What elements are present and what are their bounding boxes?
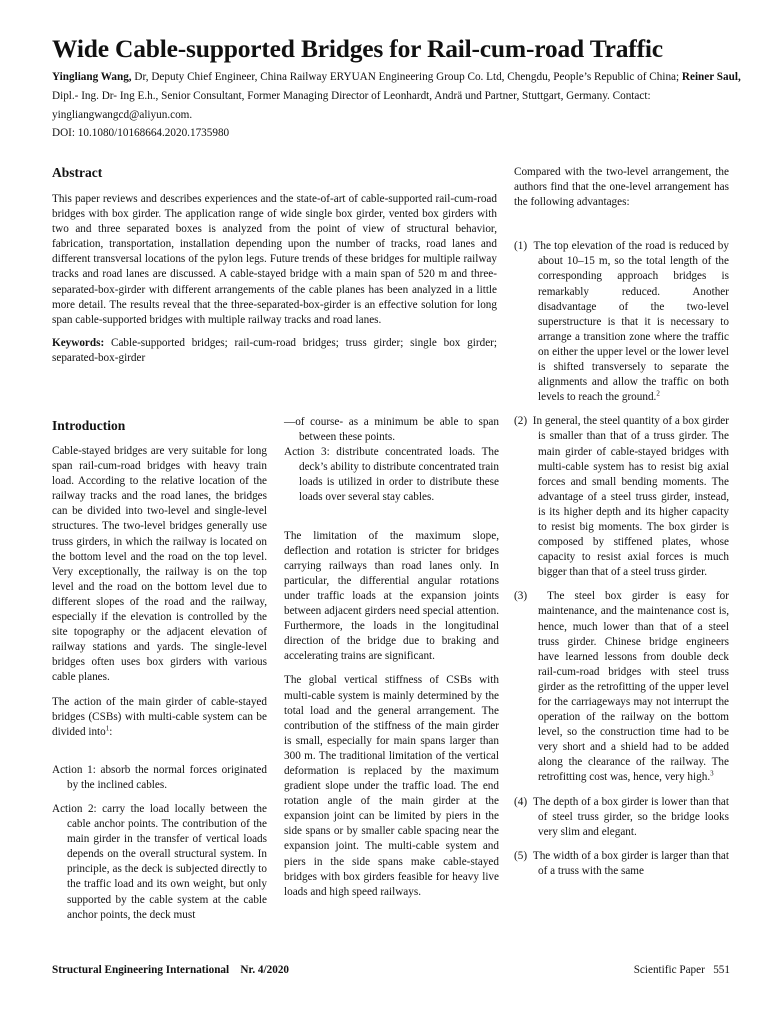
intro-paragraph-2: [52, 695, 267, 740]
doi[interactable]: DOI: 10.1080/10168664.2020.1735980: [52, 127, 230, 139]
advantages-intro: Compared with the two-level arrangement, the authors find that the one-level arrangement has the following advantages:: [514, 166, 729, 209]
author-2-affiliation: Dipl.- Ing. Dr- Ing E.h., Senior Consultant, Former Managing Director of Leonhardt, Andrä und Partner, Stuttgart, Germany. Contact: yingliangwangcd@aliyun.com.: [52, 90, 651, 122]
introduction-heading: Introduction: [52, 418, 126, 433]
col2-paragraph-2: The global vertical stiffness of CSBs with multi-cable system is mainly determined by the total load and the general arrangement. The contribution of the stiffness of the main girder is small, especially for main spans larger than 300 m. The traditional limitation of the vertical deformation is replaced by the maximum gradient slope under the traffic load. The end rotation angle of the main girder at the expansion joint can be limited by piers in the side spans or by smaller cable spacing near the expansion joint. The multi-cable system and piers in the side spans make cable-stayed bridges with box girders feasible for heavy live loads and high speed railways.: [284, 674, 499, 898]
column-1: [52, 418, 267, 932]
keywords-text: Cable-supported bridges; rail-cum-road bridges; truss girder; single box girder; separated-box-girder: [52, 336, 497, 364]
advantage-text-2: In general, the steel quantity of a box girder is smaller than that of a truss girder. The main girder of cable-stayed bridges with multi-cable system has to resist big axial forces and small bending moments. The advantage of a steel truss girder, instead, is its higher depth and its higher capacity to resist big moments. The box girder is composed by stiffened plates, whose capacity to resist axial forces is much bigger than that of a steel truss girder.: [532, 415, 730, 579]
advantage-text-5: The width of a box girder is larger than that of a truss with the same: [532, 849, 730, 877]
footer-page: Scientific Paper 551: [633, 964, 730, 976]
footer-journal: Structural Engineering International Nr. 4/2020: [52, 964, 290, 976]
abstract-section: [52, 162, 497, 366]
author-1-name: Yingliang Wang,: [52, 71, 132, 83]
author-1-affiliation: Dr, Deputy Chief Engineer, China Railway ERYUAN Engineering Group Co. Ltd, Chengdu, People’s Republic of China;: [131, 71, 682, 83]
author-block: [52, 68, 742, 126]
keywords-label: Keywords:: [52, 336, 105, 349]
reference-2[interactable]: 2: [656, 389, 660, 398]
abstract-heading: Abstract: [52, 165, 103, 180]
advantage-item-3: [514, 589, 729, 785]
intro-paragraph-2-text: The action of the main girder of cable-stayed bridges (CSBs) with multi-cable system can be divided into: [52, 695, 267, 738]
reference-1[interactable]: 1: [105, 723, 110, 732]
advantage-num-1: (1): [514, 240, 528, 253]
reference-3[interactable]: 3: [710, 769, 714, 778]
advantage-num-4: (4): [514, 795, 528, 808]
column-2: [284, 415, 499, 909]
keywords: [52, 336, 497, 366]
advantage-item-5: [514, 849, 729, 879]
action-2: Action 2: carry the load locally between the cable anchor points. The contribution of the main girder in the transfer of vertical loads depends on the overall structural system. In principle, as the deck is subjected directly to the traffic load and its own weight, but only supported by the cable system at the cable anchor points, the deck must: [52, 802, 267, 921]
advantage-num-5: (5): [514, 849, 528, 862]
author-2-name: Reiner Saul,: [681, 71, 741, 83]
abstract-text: This paper reviews and describes experiences and the state-of-art of cable-supported rail-cum-road bridges with box girder. The application range of wide single box girder, vented box girders with two and three separated boxes is analyzed from the point of view of structural behavior, fabrication, transportation, installation depending upon the number of tracks, road lanes and different transversal locations of the pylon legs. Future trends of these bridges for multiple railway tracks and road lanes are discussed. A cable-stayed bridge with a main span of 520 m and three-separated-box-girder with different arrangements of the cable planes has been analyzed in a little more detail. The results reveal that the three-separated-box-girder is an effective solution for long span cable-supported bridges with multiple railway tracks and road lanes.: [52, 193, 497, 326]
intro-paragraph-1: Cable-stayed bridges are very suitable for long span rail-cum-road bridges with heavy train load. According to the relative location of the railway tracks and the road lanes, the bridges can be divided into two-level and single-level structures. The two-level bridges generally use truss girders, in which the railway is located on the bottom level and the road on the top level. Very exceptionally, the railway is on the top level and the road on the bottom level due to different slopes of the road and the railway, especially if the elevation is controlled by the site topography or the adjacent elevation of railway stations and yards. The single-level bridges often uses box girders with various cable planes.: [52, 445, 267, 684]
paper-title: Wide Cable-supported Bridges for Rail-cum-road Traffic: [52, 34, 663, 63]
advantage-text-4: The depth of a box girder is lower than that of steel truss girder, so the bridge looks very slim and elegant.: [533, 795, 730, 838]
advantage-item-2: [514, 414, 729, 580]
action-1: Action 1: absorb the normal forces originated by the inclined cables.: [52, 763, 267, 791]
advantage-item-1: [514, 239, 729, 405]
column-3: [514, 165, 729, 888]
advantage-text-3: The steel box girder is easy for maintenance, and the maintenance cost is, hence, much lower than that of a steel truss girder. Chinese bridge engineers have learned lessons from double deck rail-cum-road bridges with steel truss girder as the retrofitting of the upper level for the carriageways may not interrupt the operation of the railway on the bottom level, so the construction time had to be very short and a shield had to be added along the clearance of the railway. The retrofitting cost was, hence, very high.: [538, 590, 729, 784]
advantage-text-1: The top elevation of the road is reduced by about 10–15 m, so the total length of the corresponding approach bridges is remarkably reduced. Another disadvantage of the two-level superstructure is that it is necessary to arrange a transition zone where the traffic on either the upper level or the lower level is shifted transversely to separate the alignments and allow the traffic on both levels to reach the ground.: [533, 240, 729, 404]
advantage-num-2: (2): [514, 415, 528, 428]
col2-paragraph-1: The limitation of the maximum slope, deflection and rotation is stricter for bridges carrying railways than road lanes only. In particular, the differential angular rotations under traffic loads at the expansion joints between adjacent girders need special attention. Furthermore, the loads in the longitudinal direction of the bridge due to braking and accelerating trains are significant.: [284, 529, 499, 663]
advantage-num-3: (3): [514, 590, 528, 603]
action-3: Action 3: distribute concentrated loads. The deck’s ability to distribute concentrated train loads is utilized in order to distribute these loads over several stay cables.: [284, 446, 499, 504]
intro-paragraph-2-end: :: [109, 725, 113, 738]
action-2-continued: —of course- as a minimum be able to span between these points.: [284, 416, 499, 444]
advantage-item-4: [514, 795, 729, 840]
